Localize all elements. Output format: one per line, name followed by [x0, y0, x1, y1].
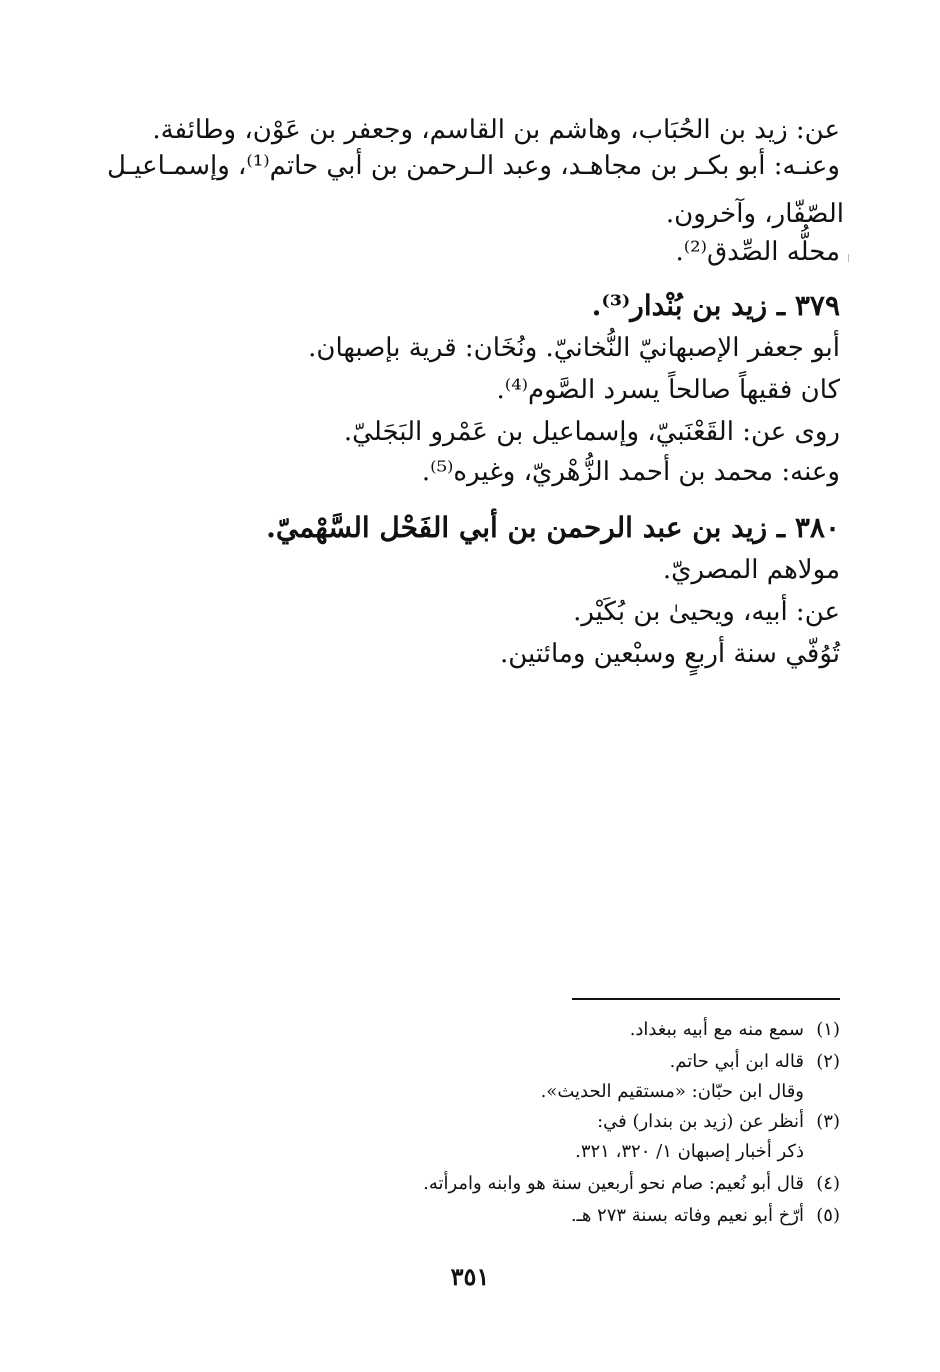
footnote-2-cont	[541, 1080, 840, 1104]
footnote-number: (٢)	[816, 1051, 840, 1072]
body-line-1: عن: زيد بن الحُبَاب، وهاشم بن القاسم، وجعفر بن عَوْن، وطائفة.	[152, 115, 840, 145]
footnote-text: أرّخ أبو نعيم وفاته بسنة ٢٧٣ هـ.	[570, 1205, 804, 1226]
footnote-number: (٥)	[816, 1205, 840, 1226]
footnote-2	[670, 1050, 840, 1074]
footnote-number: (١)	[816, 1019, 840, 1040]
entry-379-line-2: كان فقيهاً صالحاً يسرد الصَّوم⁽⁴⁾.	[496, 375, 840, 405]
footnote-number: (٣)	[816, 1111, 840, 1132]
body-line-3: الصّفّار، وآخرون.	[665, 199, 844, 229]
footnote-4	[423, 1172, 840, 1196]
footnote-3	[597, 1110, 840, 1134]
footnote-text: قال أبو نُعيم: صام نحو أربعين سنة هو وابنه وامرأته.	[423, 1173, 804, 1194]
footnote-5	[571, 1204, 840, 1228]
footnote-text: ذكر أخبار إصبهان ١/ ٣٢٠، ٣٢١.	[575, 1141, 804, 1162]
footnote-separator	[572, 998, 840, 1000]
footnote-text: قاله ابن أبي حاتم.	[669, 1051, 804, 1072]
footnote-text: أنظر عن (زيد بن بندار) في:	[597, 1111, 804, 1132]
footnote-3-cont	[575, 1140, 840, 1164]
entry-380-line-1: مولاهم المصريّ.	[662, 555, 840, 585]
entry-380-line-2: عن: أبيه، ويحيىٰ بن بُكَيْر.	[573, 597, 840, 627]
entry-380-heading: ٣٨٠ ـ زيد بن عبد الرحمن بن أبي الفَحْل السَّهْميّ.	[266, 511, 840, 544]
entry-379-heading: ٣٧٩ ـ زيد بن بُنْدار⁽³⁾.	[591, 289, 840, 322]
body-line-4: محلُّه الصِّدق⁽²⁾.	[675, 237, 840, 267]
footnote-text: وقال ابن حبّان: «مستقيم الحديث».	[540, 1081, 804, 1102]
footnote-text: سمع منه مع أبيه ببغداد.	[629, 1019, 804, 1040]
footnote-number: (٤)	[816, 1173, 840, 1194]
entry-379-line-1: أبو جعفر الإصبهانيّ النُّخانيّ. ونُخَان: قرية بإصبهان.	[308, 333, 840, 363]
entry-379-line-4: وعنه: محمد بن أحمد الزُّهْريّ، وغيره⁽⁵⁾.	[421, 457, 840, 487]
body-line-2: وعنـه: أبو بكـر بن مجاهـد، وعبد الـرحمن بن أبي حاتم⁽¹⁾، وإسمـاعيـل	[106, 151, 840, 181]
margin-mark	[848, 254, 849, 262]
page-number: ٣٥١	[450, 1262, 490, 1291]
footnote-1	[630, 1018, 840, 1042]
entry-379-line-3: روى عن: القَعْنَبيّ، وإسماعيل بن عَمْرو البَجَليّ.	[343, 417, 840, 447]
entry-380-line-3: تُوُفّي سنة أربعٍ وسبْعين ومائتين.	[499, 639, 840, 669]
